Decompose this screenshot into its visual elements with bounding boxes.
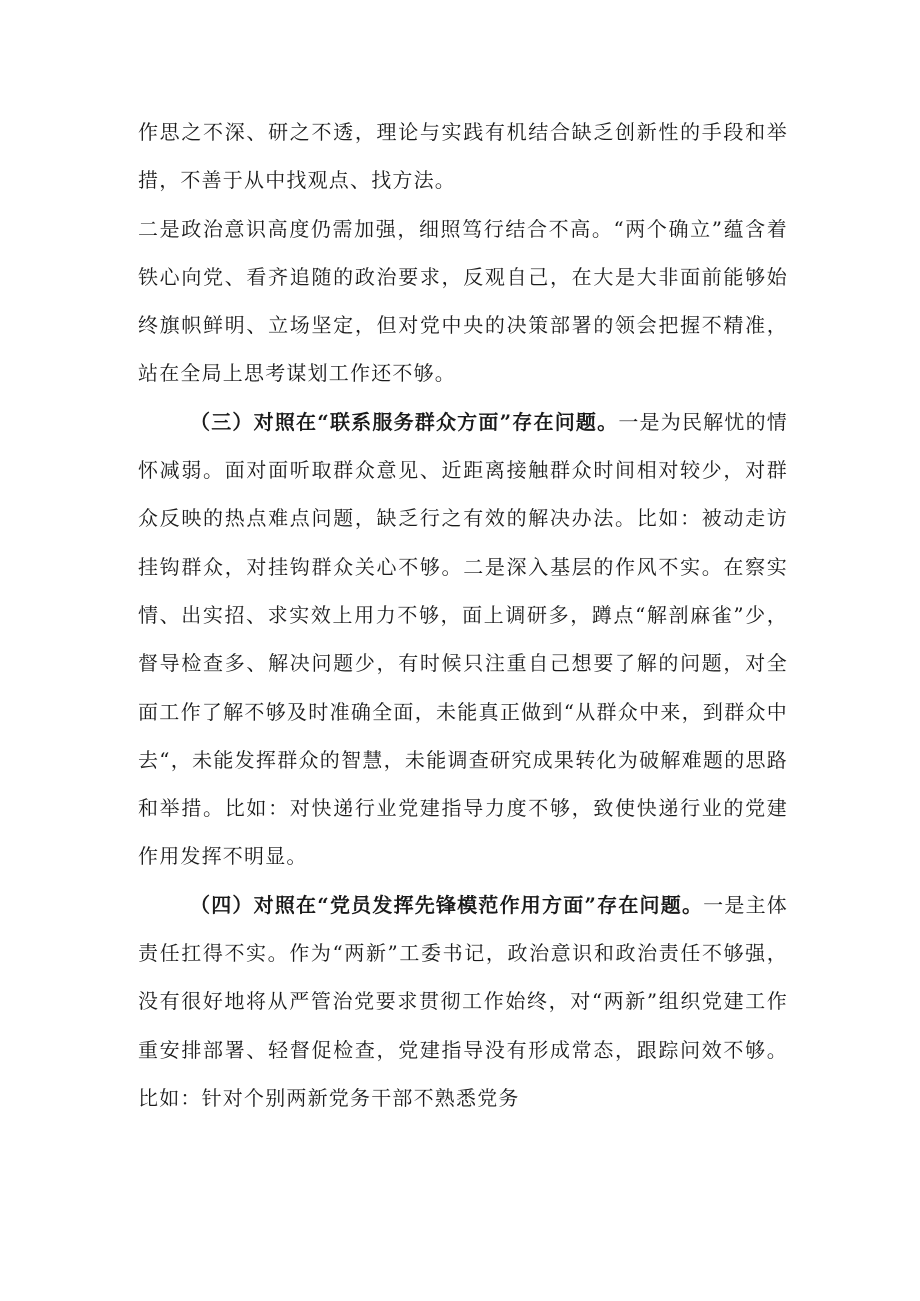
paragraph-continuation: 作思之不深、研之不透，理论与实践有机结合缺乏创新性的手段和举措，不善于从中找观点、找方法。 [138, 120, 788, 193]
document-body [138, 108, 788, 1122]
section-four-body: 一是主体责任扛得不实。作为“两新”工委书记，政治意识和政治责任不够强，没有很好地将从严管治党要求贯彻工作始终，对“两新”组织党建工作重安排部署、轻督促检查，党建指导没有形成常态，跟踪问效不够。比如：针对个别两新党务干部不熟悉党务 [138, 892, 788, 1110]
section-three-heading: （三）对照在“联系服务群众方面”存在问题。 [190, 409, 619, 434]
section-three-body: 一是为民解忧的情怀减弱。面对面听取群众意见、近距离接触群众时间相对较少，对群众反映的热点难点问题，缺乏行之有效的解决办法。比如：被动走访挂钩群众，对挂钩群众关心不够。二是深入基层的作风不实。在察实情、出实招、求实效上用力不够，面上调研多，蹲点“解剖麻雀”少，督导检查多、解决问题少，有时候只注重自己想要了解的问题，对全面工作了解不够及时准确全面，未能真正做到“从群众中来，到群众中去“，未能发挥群众的智慧，未能调查研究成果转化为破解难题的思路和举措。比如：对快递行业党建指导力度不够，致使快递行业的党建作用发挥不明显。 [138, 409, 788, 869]
section-three [138, 398, 788, 881]
section-four [138, 881, 788, 1122]
paragraph-political-awareness: 二是政治意识高度仍需加强，细照笃行结合不高。“两个确立”蕴含着铁心向党、看齐追随的政治要求，反观自己，在大是大非面前能够始终旗帜鲜明、立场坚定，但对党中央的决策部署的领会把握不精准，站在全局上思考谋划工作还不够。 [138, 216, 788, 386]
section-four-heading: （四）对照在“党员发挥先锋模范作用方面”存在问题。 [190, 892, 704, 917]
